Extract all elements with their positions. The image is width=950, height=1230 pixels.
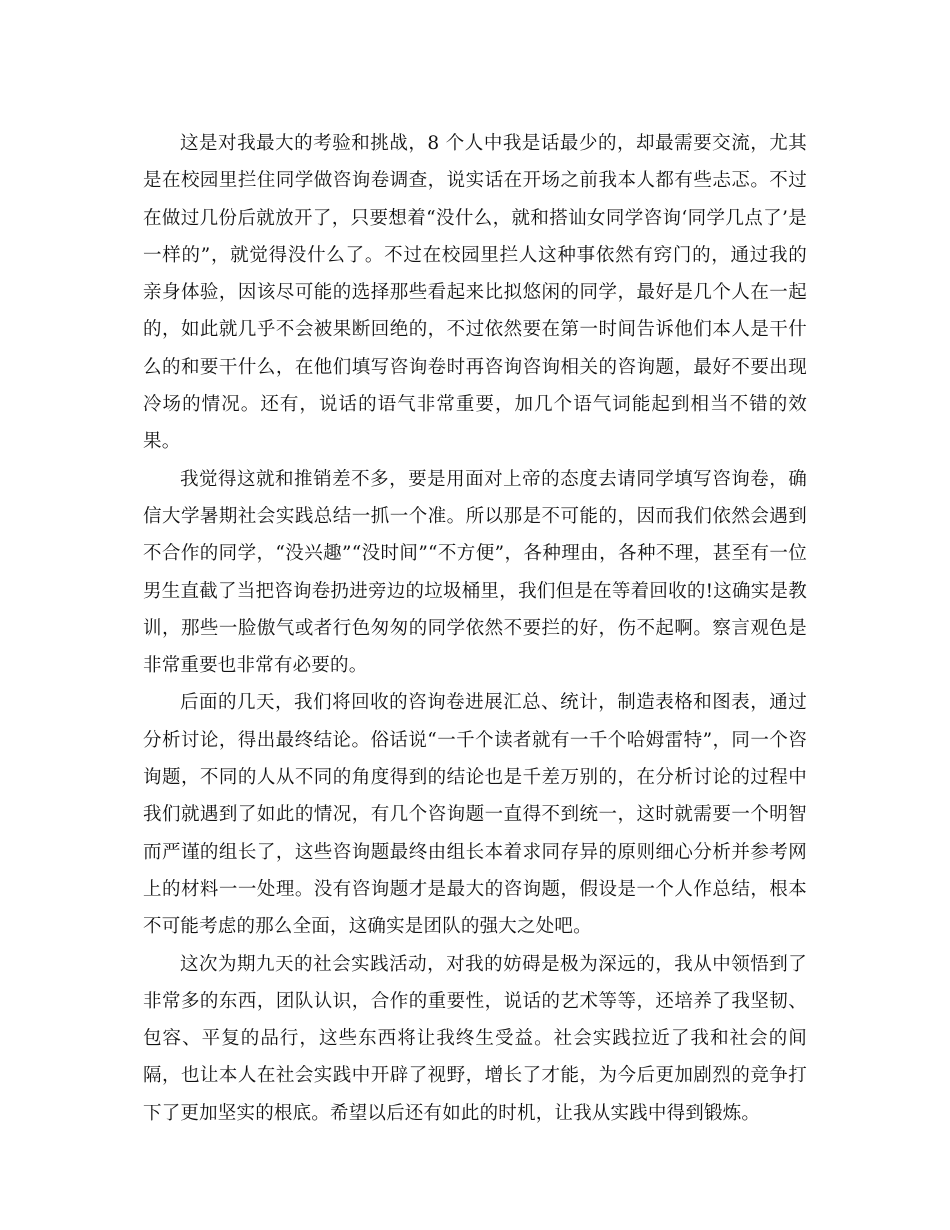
document-body	[143, 125, 807, 1132]
paragraph-1: 这是对我最大的考验和挑战，8 个人中我是话最少的，却最需要交流，尤其是在校园里拦住同学做咨询卷调查，说实话在开场之前我本人都有些忐忑。不过在做过几份后就放开了，只要想着“没什么，就和搭讪女同学咨询‘同学几点了’是一样的”，就觉得没什么了。不过在校园里拦人这种事依然有窍门的，通过我的亲身体验，因该尽可能的选择那些看起来比拟悠闲的同学，最好是几个人在一起的，如此就几乎不会被果断回绝的，不过依然要在第一时间告诉他们本人是干什么的和要干什么，在他们填写咨询卷时再咨询咨询相关的咨询题，最好不要出现冷场的情况。还有，说话的语气非常重要，加几个语气词能起到相当不错的效果。	[143, 133, 807, 453]
paragraph-2: 我觉得这就和推销差不多，要是用面对上帝的态度去请同学填写咨询卷，确信大学暑期社会实践总结一抓一个准。所以那是不可能的，因而我们依然会遇到不合作的同学，“没兴趣”“没时间”“不方便”，各种理由，各种不理，甚至有一位男生直截了当把咨询卷扔进旁边的垃圾桶里，我们但是在等着回收的!这确实是教训，那些一脸傲气或者行色匆匆的同学依然不要拦的好，伤不起啊。察言观色是非常重要也非常有必要的。	[143, 468, 807, 677]
paragraph-3: 后面的几天，我们将回收的咨询卷进展汇总、统计，制造表格和图表，通过分析讨论，得出最终结论。俗话说“一千个读者就有一千个哈姆雷特”，同一个咨询题，不同的人从不同的角度得到的结论也是千差万别的，在分析讨论的过程中我们就遇到了如此的情况，有几个咨询题一直得不到统一，这时就需要一个明智而严谨的组长了，这些咨询题最终由组长本着求同存异的原则细心分析并参考网上的材料一一处理。没有咨询题才是最大的咨询题，假设是一个人作总结，根本不可能考虑的那么全面，这确实是团队的强大之处吧。	[143, 692, 807, 938]
paragraph-4: 这次为期九天的社会实践活动，对我的妨碍是极为深远的，我从中领悟到了非常多的东西，团队认识，合作的重要性，说话的艺术等等，还培养了我坚韧、包容、平复的品行，这些东西将让我终生受益。社会实践拉近了我和社会的间隔，也让本人在社会实践中开辟了视野，增长了才能，为今后更加剧烈的竞争打下了更加坚实的根底。希望以后还有如此的时机，让我从实践中得到锻炼。	[143, 953, 807, 1124]
